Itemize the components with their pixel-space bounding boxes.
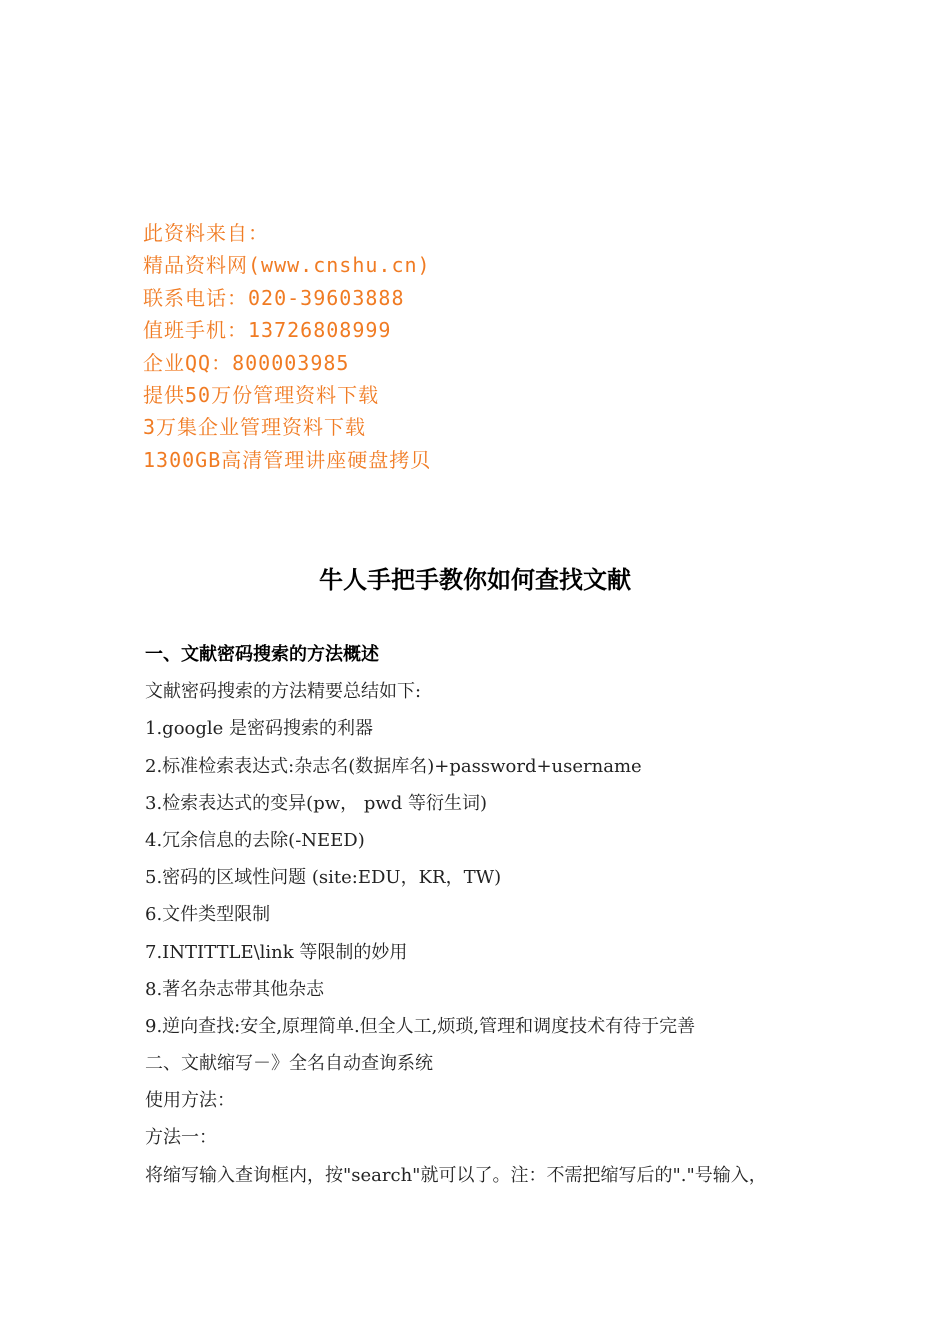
promo-line-offer-3: 1300GB高清管理讲座硬盘拷贝 (143, 447, 432, 472)
promo-line-mobile: 值班手机：13726808999 (143, 318, 392, 343)
promo-line-phone: 联系电话：020-39603888 (143, 285, 405, 310)
body-line: 文献密码搜索的方法精要总结如下: (145, 681, 422, 703)
list-item: 6.文件类型限制 (145, 904, 271, 926)
promo-block (143, 217, 431, 476)
body-line: 方法一： (145, 1127, 217, 1149)
promo-line-qq: 企业QQ：800003985 (143, 350, 350, 375)
section-heading: 一、文献密码搜索的方法概述 (145, 644, 379, 665)
list-item: 2.标准检索表达式:杂志名(数据库名)+password+username (145, 755, 642, 777)
list-item: 5.密码的区域性问题 (site:EDU，KR，TW) (145, 867, 502, 889)
section-heading-2: 二、文献缩写－》全名自动查询系统 (145, 1053, 433, 1075)
list-item: 1.google 是密码搜索的利器 (145, 718, 374, 740)
body-line: 将缩写输入查询框内，按"search"就可以了。注：不需把缩写后的"."号输入， (145, 1164, 767, 1186)
promo-line-offer-2: 3万集企业管理资料下载 (143, 415, 367, 440)
document-body (145, 636, 845, 1194)
promo-line-offer-1: 提供50万份管理资料下载 (143, 382, 380, 407)
list-item: 3.检索表达式的变异(pw， pwd 等衍生词) (145, 792, 488, 814)
page-title: 牛人手把手教你如何查找文献 (319, 566, 631, 594)
list-item: 9.逆向查找:安全,原理简单.但全人工,烦琐,管理和调度技术有待于完善 (145, 1015, 696, 1037)
body-line: 使用方法： (145, 1090, 235, 1112)
promo-line-source: 此资料来自： (143, 221, 269, 245)
list-item: 8.著名杂志带其他杂志 (145, 978, 325, 1000)
list-item: 7.INTITTLE\link 等限制的妙用 (145, 941, 408, 963)
list-item: 4.冗余信息的去除(-NEED) (145, 829, 365, 851)
promo-line-website: 精品资料网(www.cnshu.cn) (143, 253, 431, 278)
